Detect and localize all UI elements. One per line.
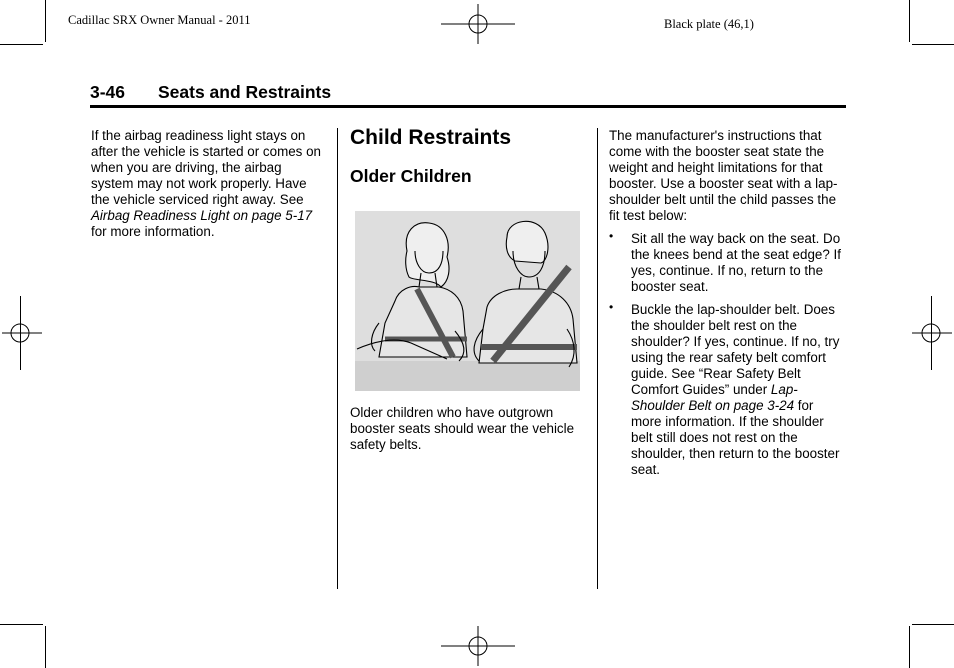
two-children-belted-illustration-icon bbox=[355, 211, 580, 391]
column-middle bbox=[350, 405, 582, 453]
crop-mark bbox=[0, 624, 43, 625]
cross-reference-link[interactable]: Lap-Shoulder Belt on page 3-24 bbox=[631, 382, 798, 413]
heading-child-restraints: Child Restraints bbox=[350, 126, 512, 149]
crop-mark bbox=[909, 0, 910, 42]
crop-mark bbox=[0, 44, 43, 45]
bullet-icon: • bbox=[609, 300, 614, 314]
list-item-text: Buckle the lap-shoulder belt. Does the shoulder belt rest on the shoulder? If yes, continue. If no, try using the rear safety belt comfort guide. See “Rear Safety Belt Comfort Guides” under bbox=[631, 302, 840, 397]
crop-mark bbox=[912, 44, 954, 45]
list-item bbox=[609, 302, 846, 478]
crop-mark bbox=[909, 626, 910, 668]
registration-mark-icon bbox=[441, 626, 515, 666]
running-head-plate: Black plate (46,1) bbox=[664, 17, 754, 31]
column-left bbox=[91, 128, 323, 240]
crop-mark bbox=[912, 624, 954, 625]
section-header bbox=[90, 80, 846, 108]
paragraph-text: If the airbag readiness light stays on after the vehicle is started or comes on when you are driving, the airbag system may not work properly. Have the vehicle serviced right away. See bbox=[91, 128, 321, 207]
column-divider bbox=[337, 128, 338, 589]
cross-reference-link[interactable]: Airbag Readiness Light on page 5-17 bbox=[91, 208, 313, 223]
page-number: 3-46 bbox=[90, 82, 126, 102]
section-title: Seats and Restraints bbox=[158, 82, 332, 102]
column-divider bbox=[597, 128, 598, 589]
registration-mark-icon bbox=[912, 318, 952, 348]
crop-mark bbox=[45, 0, 46, 42]
list-item-text: for more information. If the shoulder belt still does not rest on the shoulder, then return to the booster seat. bbox=[631, 398, 840, 477]
registration-mark-icon bbox=[441, 4, 515, 44]
crop-mark bbox=[45, 626, 46, 668]
paragraph-text: for more information. bbox=[91, 224, 215, 239]
bullet-icon: • bbox=[609, 229, 614, 243]
running-head-title: Cadillac SRX Owner Manual - 2011 bbox=[68, 13, 251, 27]
figure-caption: Older children who have outgrown booster seats should wear the vehicle safety belts. bbox=[350, 405, 575, 452]
list-item bbox=[609, 231, 846, 295]
list-item-text: Sit all the way back on the seat. Do the knees bend at the seat edge? If yes, continue. If no, return to the booster seat. bbox=[631, 231, 841, 294]
airbag-paragraph bbox=[91, 128, 323, 240]
registration-mark-icon bbox=[2, 318, 42, 348]
column-right bbox=[609, 128, 846, 478]
subheading-older-children: Older Children bbox=[350, 166, 472, 186]
booster-intro-paragraph: The manufacturer's instructions that come with the booster seat state the weight and height limitations for that booster. Use a booster seat with a lap-shoulder belt until the child passes the fit test below: bbox=[609, 128, 838, 223]
